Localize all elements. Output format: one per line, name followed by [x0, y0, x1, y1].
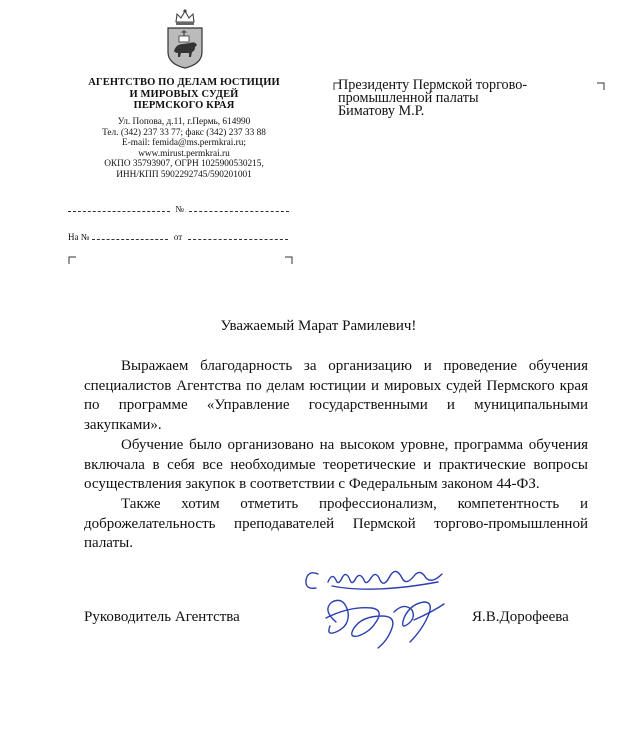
- on-number-blank: [92, 231, 168, 240]
- number-blank: [189, 203, 289, 212]
- addressee: Президенту Пермской торгово- промышленной палаты Биматову М.Р.: [338, 77, 528, 119]
- corner-bracket-icon: [284, 252, 293, 261]
- corner-bracket-icon: [68, 252, 77, 261]
- paragraph: Обучение было организовано на высоком уровне, программа обучения включала в себя все необходимые теоретические и практические вопросы осуществления закупок в соответствии с Федеральным законом 44-ФЗ.: [84, 436, 588, 493]
- reply-reference-line: [68, 231, 288, 242]
- perm-krai-coat-of-arms-icon: [164, 8, 206, 70]
- salutation: Уважаемый Марат Рамилевич!: [220, 318, 417, 334]
- handwritten-signature: [292, 560, 462, 660]
- agency-name: АГЕНТСТВО ПО ДЕЛАМ ЮСТИЦИИ И МИРОВЫХ СУДЕЙ ПЕРМСКОГО КРАЯ: [88, 77, 280, 111]
- signer-name: Я.В.Дорофеева: [472, 609, 569, 625]
- from-label: от: [173, 232, 183, 242]
- number-label: №: [175, 204, 184, 214]
- date-blank: [68, 203, 170, 212]
- from-blank: [188, 231, 288, 240]
- on-number-label: На №: [68, 232, 90, 242]
- agency-contacts: Ул. Попова, д.11, г.Пермь, 614990 Тел. (342) 237 33 77; факс (342) 237 33 88 E-mail: femida@ms.permkrai.ru; www.mirust.permkrai.ru ОКПО 35793907, ОГРН 1025900530215, ИНН/КПП 5902292745/590201001: [102, 117, 266, 180]
- letter-body: [84, 357, 588, 554]
- paragraph: Также хотим отметить профессионализм, компетентность и доброжелательность преподавателей Пермской торгово-промышленной палаты.: [84, 495, 588, 552]
- outgoing-number-line: [68, 203, 289, 214]
- paragraph: Выражаем благодарность за организацию и проведение обучения специалистов Агентства по делам юстиции и мировых судей Пермского края по программе «Управление государственными и муниципальными закупками».: [84, 358, 588, 434]
- signer-position: Руководитель Агентства: [84, 609, 240, 625]
